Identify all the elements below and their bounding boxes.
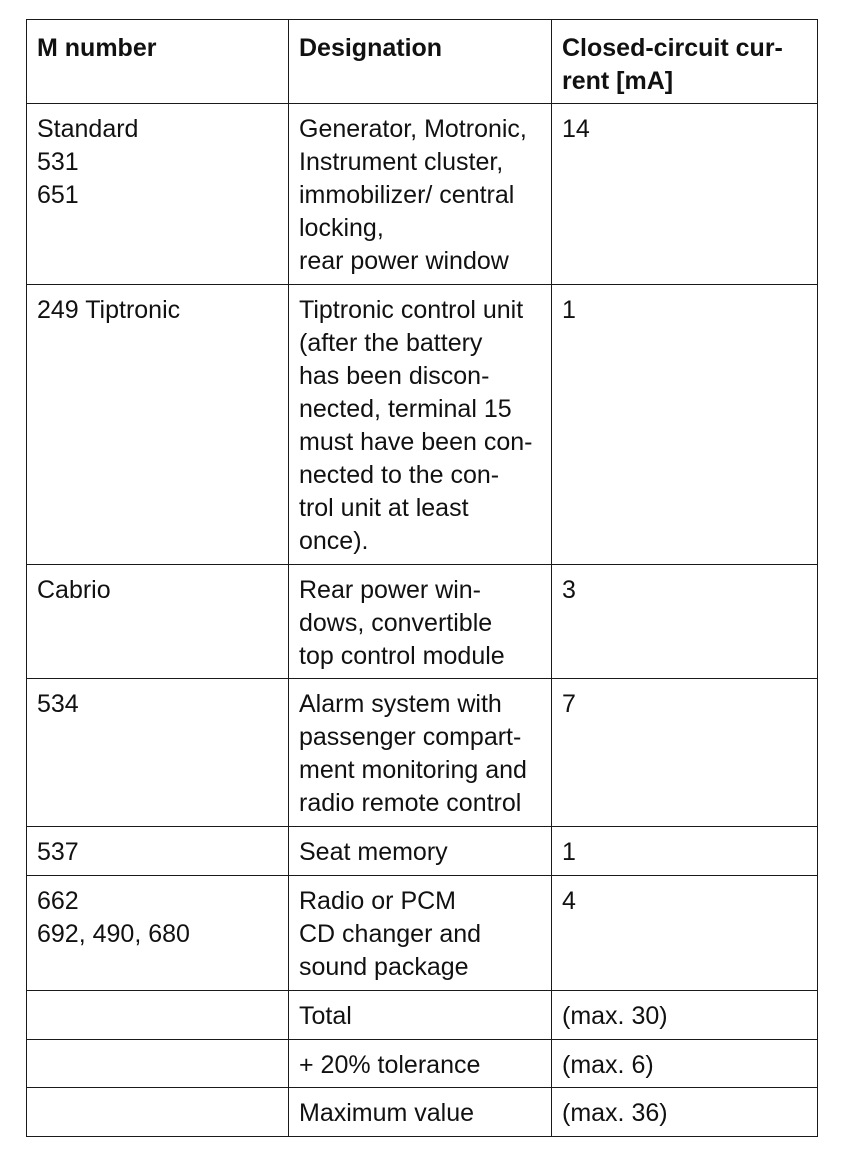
cell-m-number: 249 Tiptronic <box>27 285 289 565</box>
cell-current: 1 <box>552 285 818 565</box>
cell-current: 4 <box>552 876 818 991</box>
cell-current: 3 <box>552 565 818 679</box>
table-row <box>27 991 818 1040</box>
cell-m-number: 537 <box>27 827 289 876</box>
table-row <box>27 876 818 991</box>
closed-circuit-current-table <box>26 19 818 1137</box>
cell-designation: Seat memory <box>289 827 552 876</box>
cell-current: (max. 36) <box>552 1088 818 1137</box>
cell-designation: Tiptronic control unit (after the battery has been discon- nected, terminal 15 must have been con- nected to the con- trol unit at least once). <box>289 285 552 565</box>
cell-m-number <box>27 1088 289 1137</box>
table-row <box>27 1040 818 1088</box>
header-designation: Designation <box>289 20 552 104</box>
cell-current: (max. 30) <box>552 991 818 1040</box>
cell-m-number <box>27 991 289 1040</box>
cell-designation: + 20% tolerance <box>289 1040 552 1088</box>
cell-current: 7 <box>552 679 818 827</box>
cell-designation: Total <box>289 991 552 1040</box>
cell-designation: Radio or PCM CD changer and sound package <box>289 876 552 991</box>
table-row <box>27 827 818 876</box>
cell-m-number: Cabrio <box>27 565 289 679</box>
header-m-number: M number <box>27 20 289 104</box>
cell-designation: Rear power win- dows, convertible top control module <box>289 565 552 679</box>
cell-m-number: Standard 531 651 <box>27 104 289 285</box>
cell-m-number: 534 <box>27 679 289 827</box>
table-row <box>27 565 818 679</box>
cell-current: 1 <box>552 827 818 876</box>
header-closed-circuit-current: Closed-circuit cur- rent [mA] <box>552 20 818 104</box>
table-row <box>27 679 818 827</box>
table-row <box>27 104 818 285</box>
header-row <box>27 20 818 104</box>
table-row <box>27 1088 818 1137</box>
cell-designation: Generator, Motronic, Instrument cluster, immobilizer/ central locking, rear power window <box>289 104 552 285</box>
cell-designation: Maximum value <box>289 1088 552 1137</box>
table-row <box>27 285 818 565</box>
cell-current: 14 <box>552 104 818 285</box>
cell-m-number: 662 692, 490, 680 <box>27 876 289 991</box>
cell-m-number <box>27 1040 289 1088</box>
cell-designation: Alarm system with passenger compart- ment monitoring and radio remote control <box>289 679 552 827</box>
cell-current: (max. 6) <box>552 1040 818 1088</box>
